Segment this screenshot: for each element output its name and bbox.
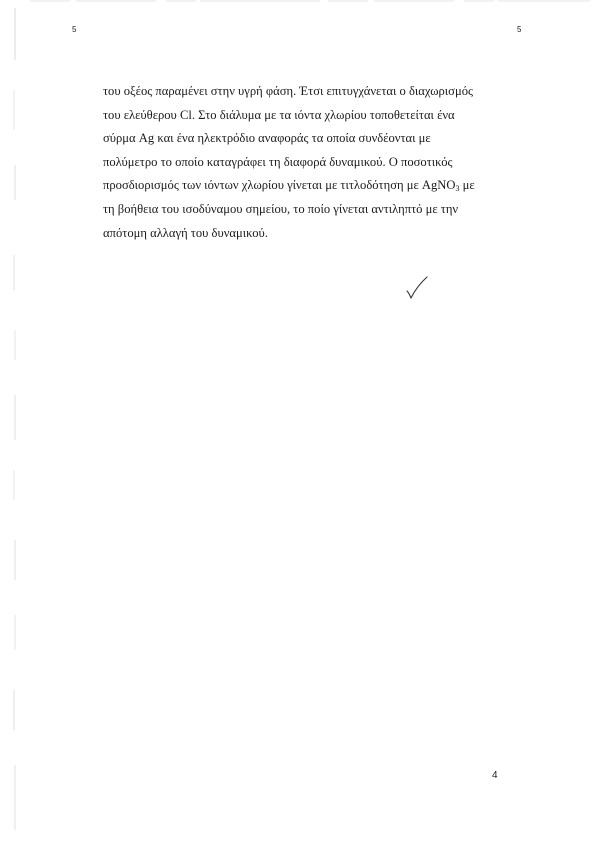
checkmark-icon [406, 276, 428, 300]
header-left-number: 5 [72, 25, 77, 34]
text-line: σύρμα Ag και ένα ηλεκτρόδιο αναφοράς τα οποία συνδέονται με [103, 131, 431, 146]
text-line: τη βοήθεια του ισοδύναμου σημείου, το ποίο γίνεται αντιληπτό με την [103, 201, 459, 216]
text-segment: προσδιορισμός των ιόντων χλωρίου γίνεται με τιτλοδότηση με AgNO [103, 178, 456, 193]
text-line: απότομη αλλαγή του δυναμικού. [103, 225, 268, 240]
header-right-number: 5 [517, 25, 522, 34]
text-segment: με [459, 178, 475, 193]
text-line: πολύμετρο το οποίο καταγράφει τη διαφορά δυναμικού. Ο ποσοτικός [103, 154, 453, 169]
text-line: του οξέος παραμένει στην υγρή φάση. Έτσι επιτυγχάνεται ο διαχωρισμός [103, 84, 473, 98]
scan-edge-artifact [8, 0, 22, 842]
text-line [103, 174, 497, 198]
page-number: 4 [492, 770, 498, 781]
body-paragraph [103, 80, 497, 245]
scan-top-artifact [30, 0, 590, 4]
text-line: του ελεύθερου Cl. Στο διάλυμα με τα ιόντα χλωρίου τοποθετείται ένα [103, 107, 455, 122]
subscript: 3 [455, 184, 460, 194]
